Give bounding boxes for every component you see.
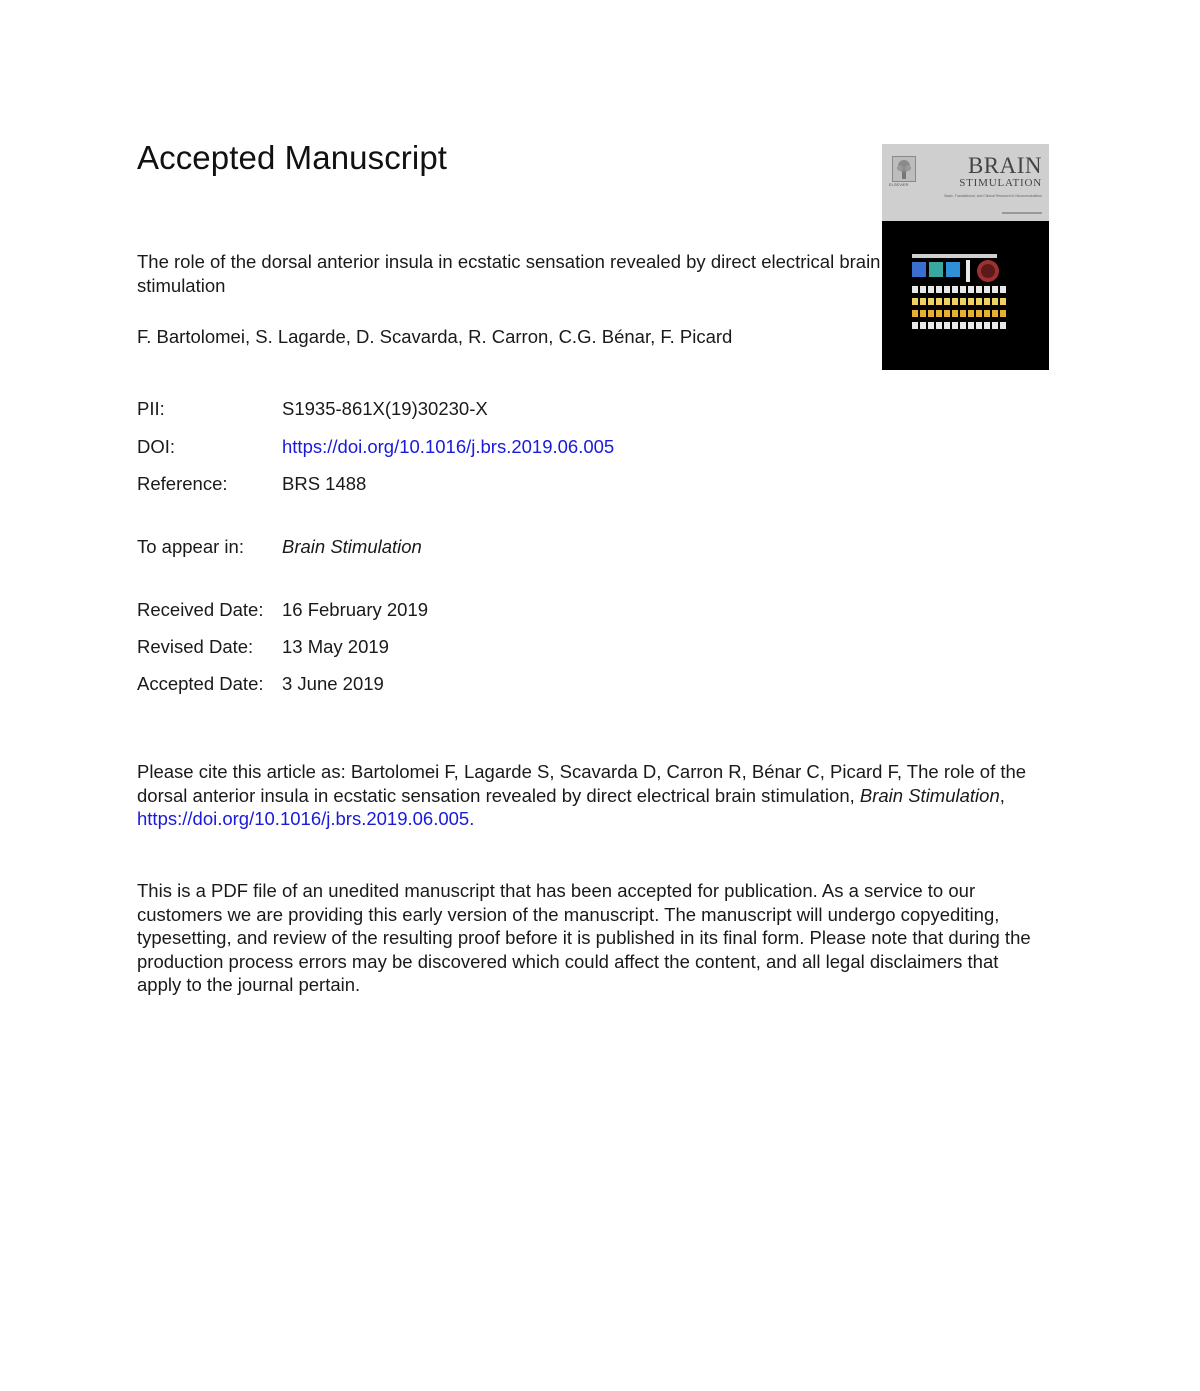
citation-paragraph (137, 760, 1042, 831)
doi-label: DOI: (137, 436, 176, 457)
appear-row (137, 536, 422, 558)
revised-value: 13 May 2019 (282, 636, 389, 657)
citation-separator: , (999, 784, 1005, 806)
revised-row (137, 636, 389, 658)
accepted-value: 3 June 2019 (282, 673, 384, 694)
accepted-label: Accepted Date: (137, 673, 264, 694)
received-value: 16 February 2019 (282, 599, 429, 620)
cover-title: BRAIN (967, 153, 1042, 178)
cover-artwork-icon (912, 254, 1022, 334)
pii-label: PII: (137, 398, 165, 419)
revised-label: Revised Date: (137, 636, 254, 657)
reference-label: Reference: (137, 473, 228, 494)
citation-end: . (469, 808, 475, 829)
reference-value: BRS 1488 (282, 473, 367, 494)
disclaimer-paragraph: This is a PDF file of an unedited manuscript that has been accepted for publication. As a service to our customers we are providing this early version of the manuscript. The manuscript will undergo copyediting, typesetting, and review of the resulting proof before it is published in its final form. Please note that during the production process errors may be discovered which could affect the content, and all legal disclaimers that apply to the journal pertain. (137, 880, 1031, 995)
received-row (137, 599, 428, 621)
page-heading: Accepted Manuscript (137, 139, 448, 176)
cover-issue-info-icon (1002, 211, 1042, 216)
accepted-row (137, 673, 384, 695)
cover-tagline: Basic, Translational, and Clinical Research in Neuromodulation (944, 194, 1042, 198)
cover-publisher: ELSEVIER (889, 182, 909, 187)
doi-link[interactable]: https://doi.org/10.1016/j.brs.2019.06.005 (282, 436, 615, 457)
citation-doi-link[interactable]: https://doi.org/10.1016/j.brs.2019.06.005 (137, 808, 470, 829)
article-title: The role of the dorsal anterior insula in ecstatic sensation revealed by direct electrical brain stimulation (137, 251, 881, 296)
pii-row (137, 398, 488, 420)
elsevier-logo-icon (892, 156, 916, 182)
received-label: Received Date: (137, 599, 264, 620)
cover-header (882, 144, 1049, 221)
appear-value: Brain Stimulation (282, 536, 422, 557)
reference-row (137, 473, 366, 495)
pii-value: S1935-861X(19)30230-X (282, 398, 488, 419)
cover-subtitle: STIMULATION (959, 177, 1042, 189)
citation-journal: Brain Stimulation (859, 784, 1000, 806)
journal-cover (882, 144, 1049, 370)
article-authors: F. Bartolomei, S. Lagarde, D. Scavarda, R. Carron, C.G. Bénar, F. Picard (137, 326, 733, 347)
citation-text: Please cite this article as: Bartolomei F, Lagarde S, Scavarda D, Carron R, Bénar C, Picard F, The role of the dorsal anterior insula in ecstatic sensation revealed by direct electrical brain stimulation, (137, 761, 1027, 806)
appear-label: To appear in: (137, 536, 244, 557)
doi-row (137, 436, 614, 458)
